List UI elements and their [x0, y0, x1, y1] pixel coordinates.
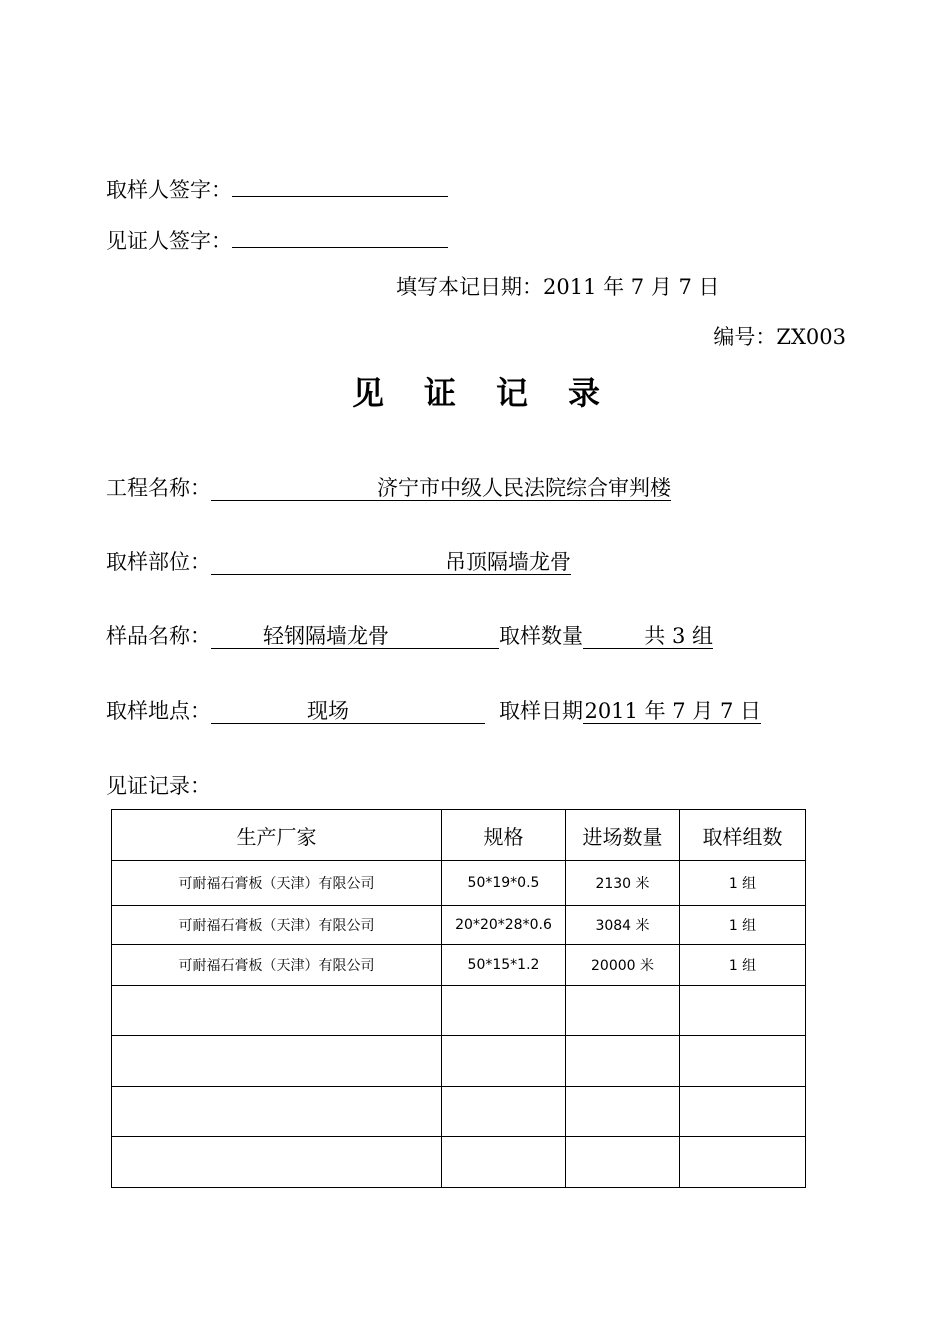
sample-name-label: 样品名称： [106, 624, 211, 648]
document-title [352, 368, 600, 414]
sample-name-row [106, 622, 713, 650]
cell-incoming-quantity[interactable]: 3084 米 [566, 906, 680, 945]
cell-incoming-quantity[interactable] [566, 1087, 680, 1137]
quantity-label: 取样数量 [499, 624, 583, 648]
cell-spec[interactable] [442, 1137, 566, 1188]
cell-spec[interactable]: 20*20*28*0.6 [442, 906, 566, 945]
sample-name-value[interactable]: 轻钢隔墙龙骨 [211, 624, 499, 649]
cell-spec[interactable] [442, 1036, 566, 1087]
witness-signature-row [106, 225, 448, 255]
witness-record-table [111, 809, 806, 1188]
cell-sample-groups[interactable]: 1 组 [680, 945, 806, 986]
table-row [112, 861, 806, 906]
cell-sample-groups[interactable] [680, 1036, 806, 1087]
cell-spec[interactable] [442, 986, 566, 1036]
fill-date: 填写本记日期：2011 年 7 月 7 日 [396, 275, 720, 299]
record-label: 见证记录： [106, 774, 211, 798]
sampling-location-value[interactable]: 吊顶隔墙龙骨 [211, 550, 571, 575]
sampling-location-row [106, 548, 571, 576]
cell-spec[interactable]: 50*15*1.2 [442, 945, 566, 986]
cell-sample-groups[interactable] [680, 986, 806, 1036]
cell-incoming-quantity[interactable]: 20000 米 [566, 945, 680, 986]
table-row [112, 906, 806, 945]
cell-manufacturer[interactable] [112, 986, 442, 1036]
quantity-value[interactable]: 共 3 组 [583, 624, 713, 649]
cell-incoming-quantity[interactable]: 2130 米 [566, 861, 680, 906]
cell-spec[interactable] [442, 1087, 566, 1137]
cell-manufacturer[interactable] [112, 1137, 442, 1188]
header-sample-groups: 取样组数 [680, 810, 806, 861]
title-char: 录 [568, 374, 601, 412]
sampling-site-label: 取样地点： [106, 699, 211, 723]
table-row [112, 1087, 806, 1137]
cell-sample-groups[interactable] [680, 1137, 806, 1188]
cell-sample-groups[interactable]: 1 组 [680, 861, 806, 906]
cell-manufacturer[interactable] [112, 1036, 442, 1087]
table-row [112, 1036, 806, 1087]
sampler-signature-label: 取样人签字： [106, 178, 232, 202]
cell-incoming-quantity[interactable] [566, 986, 680, 1036]
project-name-value[interactable]: 济宁市中级人民法院综合审判楼 [211, 476, 671, 501]
sampling-site-row [106, 697, 761, 725]
sampler-signature-blank[interactable] [232, 174, 448, 197]
title-char: 记 [496, 374, 529, 412]
witness-signature-blank[interactable] [232, 225, 448, 248]
cell-sample-groups[interactable] [680, 1087, 806, 1137]
header-incoming-quantity: 进场数量 [566, 810, 680, 861]
sampler-signature-row [106, 174, 448, 204]
table-header-row [112, 810, 806, 861]
cell-incoming-quantity[interactable] [566, 1036, 680, 1087]
header-manufacturer: 生产厂家 [112, 810, 442, 861]
table-row [112, 986, 806, 1036]
table-row [112, 1137, 806, 1188]
sampling-date-value[interactable]: 2011 年 7 月 7 日 [584, 699, 761, 723]
sampling-location-label: 取样部位： [106, 550, 211, 574]
sampling-date-label: 取样日期 [499, 699, 583, 723]
project-name-row [106, 474, 671, 502]
project-name-label: 工程名称： [106, 476, 211, 500]
cell-incoming-quantity[interactable] [566, 1137, 680, 1188]
header-spec: 规格 [442, 810, 566, 861]
cell-spec[interactable]: 50*19*0.5 [442, 861, 566, 906]
witness-signature-label: 见证人签字： [106, 229, 232, 253]
table-row [112, 945, 806, 986]
cell-manufacturer[interactable] [112, 1087, 442, 1137]
cell-manufacturer[interactable]: 可耐福石膏板（天津）有限公司 [112, 906, 442, 945]
sampling-site-value[interactable]: 现场 [211, 699, 485, 724]
cell-manufacturer[interactable]: 可耐福石膏板（天津）有限公司 [112, 945, 442, 986]
serial-number: 编号：ZX003 [713, 325, 846, 349]
cell-sample-groups[interactable]: 1 组 [680, 906, 806, 945]
cell-manufacturer[interactable]: 可耐福石膏板（天津）有限公司 [112, 861, 442, 906]
title-char: 证 [424, 374, 457, 412]
title-char: 见 [352, 374, 385, 412]
